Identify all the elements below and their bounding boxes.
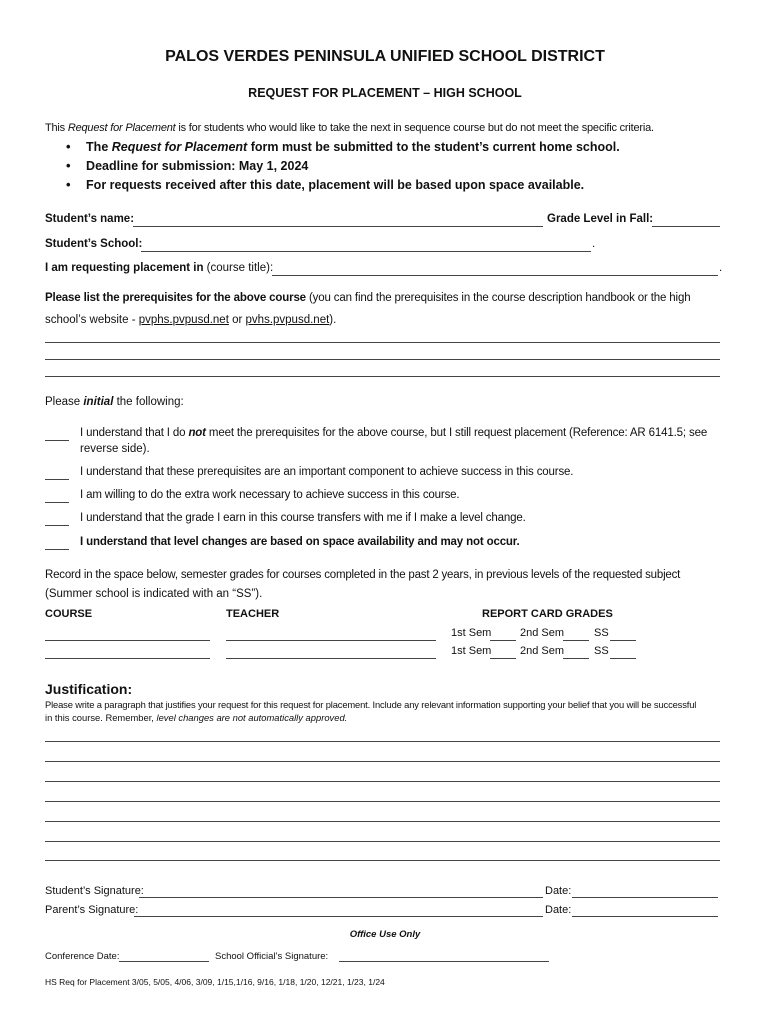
col-teacher-header: TEACHER xyxy=(226,608,280,620)
teacher-field-2[interactable] xyxy=(226,658,436,659)
initial-field-1[interactable] xyxy=(45,440,69,441)
district-title: PALOS VERDES PENINSULA UNIFIED SCHOOL DISTRICT xyxy=(165,48,605,65)
sem2-field-1[interactable] xyxy=(563,640,589,641)
sem2-field-2[interactable] xyxy=(563,658,589,659)
teacher-field-1[interactable] xyxy=(226,640,436,641)
initial-field-5[interactable] xyxy=(45,549,69,550)
sem1-label: 1st Sem xyxy=(451,645,492,657)
course-period: . xyxy=(719,262,723,274)
bullet-dot-icon: • xyxy=(66,158,71,173)
pvhs-link[interactable]: pvhs.pvpusd.net xyxy=(245,314,330,326)
grade-level-field[interactable] xyxy=(652,226,720,227)
initial-item-4: I understand that the grade I earn in this course transfers with me if I make a level change. xyxy=(80,512,526,524)
col-course-header: COURSE xyxy=(45,608,93,620)
office-use-heading: Office Use Only xyxy=(349,929,421,940)
initial-instructions: Please initial the following: xyxy=(45,396,184,408)
justification-line-6[interactable] xyxy=(45,841,720,842)
ss-label: SS xyxy=(594,645,609,657)
student-name-label: Student’s name: xyxy=(45,213,135,225)
student-name-field[interactable] xyxy=(133,226,543,227)
school-period: . xyxy=(592,238,596,250)
initial-field-2[interactable] xyxy=(45,479,69,480)
initial-item-5: I understand that level changes are based on space availability and may not occur. xyxy=(80,536,520,548)
sem2-label: 2nd Sem xyxy=(520,645,565,657)
student-signature-field[interactable] xyxy=(139,897,543,898)
official-signature-field[interactable] xyxy=(339,961,549,962)
bullet-1: • The Request for Placement form must be submitted to the student’s current home school. xyxy=(66,139,620,154)
initial-field-4[interactable] xyxy=(45,525,69,526)
bullet-3: • For requests received after this date, placement will be based upon space available. xyxy=(66,177,585,192)
parent-date-label: Date: xyxy=(545,904,572,916)
initial-item-2: I understand that these prerequisites are an important component to achieve success in this course. xyxy=(80,466,574,478)
bullet-2: • Deadline for submission: May 1, 2024 xyxy=(66,158,309,173)
student-school-field[interactable] xyxy=(141,251,591,252)
course-field-2[interactable] xyxy=(45,658,210,659)
revision-footer: HS Req for Placement 3/05, 5/05, 4/06, 3/09, 1/15,1/16, 9/16, 1/18, 1/20, 12/21, 1/23, 1/24 xyxy=(45,977,385,987)
justification-instructions-2: in this course. Remember, level changes are not automatically approved. xyxy=(45,712,348,723)
justification-line-2[interactable] xyxy=(45,761,720,762)
student-date-label: Date: xyxy=(545,885,572,897)
parent-date-field[interactable] xyxy=(572,916,718,917)
initial-item-3: I am willing to do the extra work necessary to achieve success in this course. xyxy=(80,489,460,501)
course-title-field[interactable] xyxy=(272,275,718,276)
conference-date-field[interactable] xyxy=(119,961,209,962)
sem1-field-1[interactable] xyxy=(490,640,516,641)
course-field-1[interactable] xyxy=(45,640,210,641)
parent-signature-label: Parent’s Signature: xyxy=(45,904,139,916)
bullet-dot-icon: • xyxy=(66,177,71,192)
placement-label: I am requesting placement in (course title): xyxy=(45,262,274,274)
justification-instructions-1: Please write a paragraph that justifies your request for this request for placement. Include any relevant information supporting your belief that you will be successful xyxy=(45,699,697,710)
grade-level-label: Grade Level in Fall: xyxy=(547,213,654,225)
form-title: REQUEST FOR PLACEMENT – HIGH SCHOOL xyxy=(248,86,522,100)
student-date-field[interactable] xyxy=(572,897,718,898)
justification-line-5[interactable] xyxy=(45,821,720,822)
sem2-label: 2nd Sem xyxy=(520,627,565,639)
bullet-dot-icon: • xyxy=(66,139,71,154)
prereq-field-3[interactable] xyxy=(45,376,720,377)
student-signature-label: Student’s Signature: xyxy=(45,885,144,897)
official-signature-label: School Official’s Signature: xyxy=(215,951,329,962)
prereq-field-1[interactable] xyxy=(45,342,720,343)
justification-heading: Justification: xyxy=(45,681,133,697)
record-instructions-1: Record in the space below, semester grades for courses completed in the past 2 years, in previous levels of the requested subject xyxy=(45,569,681,581)
record-instructions-2: (Summer school is indicated with an “SS”). xyxy=(45,588,263,600)
prereq-field-2[interactable] xyxy=(45,359,720,360)
parent-signature-field[interactable] xyxy=(134,916,543,917)
sem1-field-2[interactable] xyxy=(490,658,516,659)
justification-line-4[interactable] xyxy=(45,801,720,802)
initial-field-3[interactable] xyxy=(45,502,69,503)
ss-field-1[interactable] xyxy=(610,640,636,641)
justification-line-3[interactable] xyxy=(45,781,720,782)
conference-date-label: Conference Date: xyxy=(45,951,120,962)
justification-line-7[interactable] xyxy=(45,860,720,861)
pvphs-link[interactable]: pvphs.pvpusd.net xyxy=(138,314,229,326)
prereq-line-1: Please list the prerequisites for the above course (you can find the prerequisites in the course description handbook or the high xyxy=(45,292,691,304)
justification-line-1[interactable] xyxy=(45,741,720,742)
prereq-line-2: school’s website - pvphs.pvpusd.net or pvhs.pvpusd.net). xyxy=(45,314,337,326)
col-grades-header: REPORT CARD GRADES xyxy=(482,608,613,620)
student-school-label: Student’s School: xyxy=(45,238,143,250)
initial-item-1: I understand that I do not meet the prerequisites for the above course, but I still request placement (Reference: AR 6141.5; see xyxy=(80,427,708,439)
ss-field-2[interactable] xyxy=(610,658,636,659)
sem1-label: 1st Sem xyxy=(451,627,492,639)
initial-item-1-cont: reverse side). xyxy=(80,443,150,455)
ss-label: SS xyxy=(594,627,609,639)
intro-text: This Request for Placement is for students who would like to take the next in sequence course but do not meet the specific criteria. xyxy=(45,122,654,134)
